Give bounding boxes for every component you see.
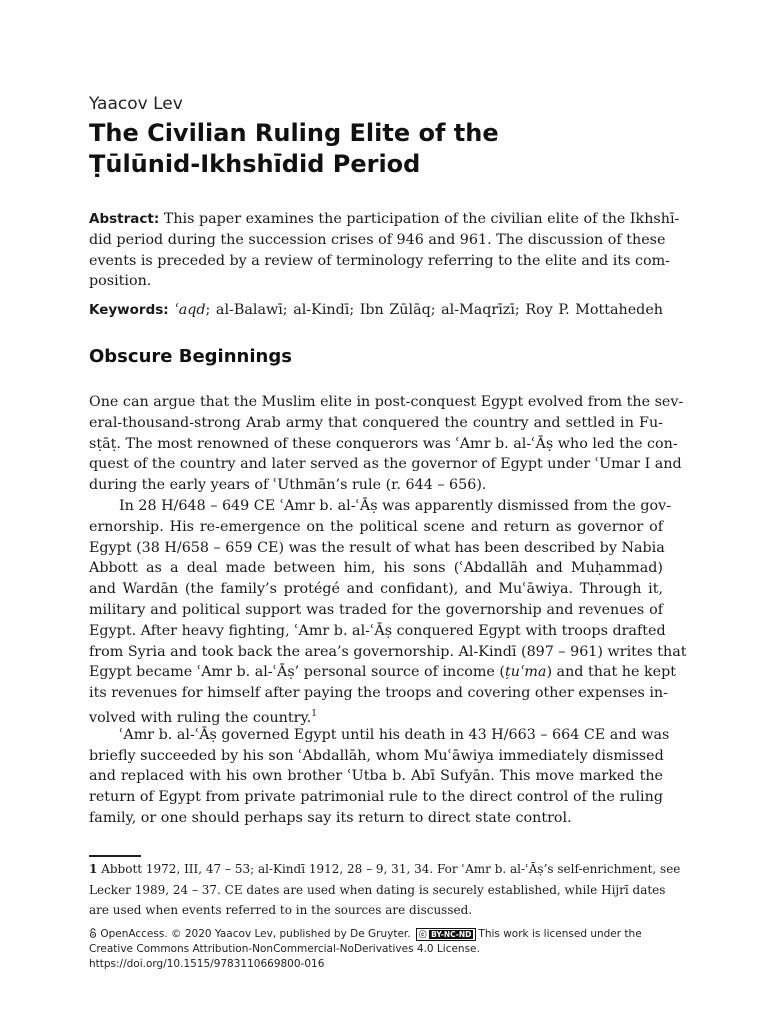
abstract-line: did period during the succession crises of 946 and 961. The discussion of these [89,231,666,248]
body-line: Egypt (38 H/658 – 659 CE) was the result of what has been described by Nabia [89,539,665,556]
title-line: Ṭūlūnid-Ikhshīdid Period [89,150,421,178]
author-name: Yaacov Lev [89,94,183,114]
body-line: family, or one should perhaps say its return to direct state control. [89,809,572,826]
body-line: Egypt. After heavy fighting, ʿAmr b. al-ʿĀṣ conquered Egypt with troops drafted [89,622,666,639]
license-text: OpenAccess. © 2020 Yaacov Lev, published by De Gruyter. [100,928,411,940]
footnote-reference[interactable]: 1 [311,708,317,719]
italic-term: ṭuʿma [505,664,547,681]
body-line: briefly succeeded by his son ʿAbdallāh, whom Muʿāwiya immediately dismissed [89,747,664,764]
section-heading: Obscure Beginnings [89,346,292,367]
abstract-label: Abstract: [89,211,160,227]
abstract-line: position. [89,273,152,290]
cc-license-badge[interactable]: ⓒ BY-NC-ND [416,928,476,941]
body-line: Egypt became ʿAmr b. al-ʿĀṣ’ personal source of income (ṭuʿma) and that he kept [89,664,676,681]
open-access-icon [89,928,97,938]
keyword-aqd: ʿaqd [174,302,206,318]
license-text: This work is licensed under the [478,928,642,940]
body-line: quest of the country and later served as the governor of Egypt under ʿUmar I and [89,456,682,473]
body-line: Abbott as a deal made between him, his sons (ʿAbdallāh and Muḥammad) [89,560,663,577]
body-line: from Syria and took back the area’s governorship. Al-Kindī (897 – 961) writes that [89,643,687,660]
body-line: eral-thousand-strong Arab army that conquered the country and settled in Fu- [89,414,663,431]
keywords [89,300,663,321]
body-line: its revenues for himself after paying the troops and covering other expenses in- [89,685,668,702]
body-line: ernorship. His re-emergence on the political scene and return as governor of [89,518,663,535]
body-line: One can argue that the Muslim elite in post-conquest Egypt evolved from the sev- [89,394,684,410]
body-line: volved with ruling the country.$^1$ [89,708,317,726]
paper-title [89,118,499,180]
body-text [89,392,687,829]
footnote-line: are used when events referred to in the sources are discussed. [89,903,473,917]
body-line: In 28 H/648 – 649 CE ʿAmr b. al-ʿĀṣ was apparently dismissed from the gov- [119,497,672,514]
title-line: The Civilian Ruling Elite of the [89,119,499,147]
body-line: return of Egypt from private patrimonial rule to the direct control of the ruling [89,789,663,806]
keywords-label: Keywords: [89,302,169,318]
keywords-list: ; al-Balawī; al-Kindī; Ibn Zūlāq; al-Maqrīzī; Roy P. Mottahedeh [205,302,663,318]
body-line: ʿAmr b. al-ʿĀṣ governed Egypt until his death in 43 H/663 – 664 CE and was [119,726,670,743]
footnote-number: 1 [89,862,98,876]
footnote [89,859,681,921]
body-line: military and political support was traded for the governorship and revenues of [89,601,663,618]
abstract-line: events is preceded by a review of terminology referring to the elite and its com- [89,252,670,269]
footnote-line: Lecker 1989, 24 – 37. CE dates are used when dating is securely established, while Hijrī dates [89,882,666,897]
body-line: and replaced with his own brother ʿUtba b. Abī Sufyān. This move marked the [89,768,663,785]
license-footer [89,927,679,972]
license-text: Creative Commons Attribution-NonCommercial-NoDerivatives 4.0 License. [89,943,480,955]
footnote-rule [89,855,141,857]
doi-link[interactable]: https://doi.org/10.1515/9783110669800-016 [89,958,325,970]
body-line: and Wardān (the family’s protégé and confidant), and Muʿāwiya. Through it, [89,581,663,598]
abstract-line: This paper examines the participation of the civilian elite of the Ikhshī- [163,211,680,227]
footnote-line: Abbott 1972, III, 47 – 53; al-Kindī 1912, 28 – 9, 31, 34. For ʿAmr b. al-ʿĀṣ’s self-enrichment, see [101,862,681,876]
body-line: sṭāṭ. The most renowned of these conquerors was ʿAmr b. al-ʿĀṣ who led the con- [89,435,678,452]
abstract [89,209,680,292]
body-line: during the early years of ʿUthmān’s rule (r. 644 – 656). [89,477,487,494]
